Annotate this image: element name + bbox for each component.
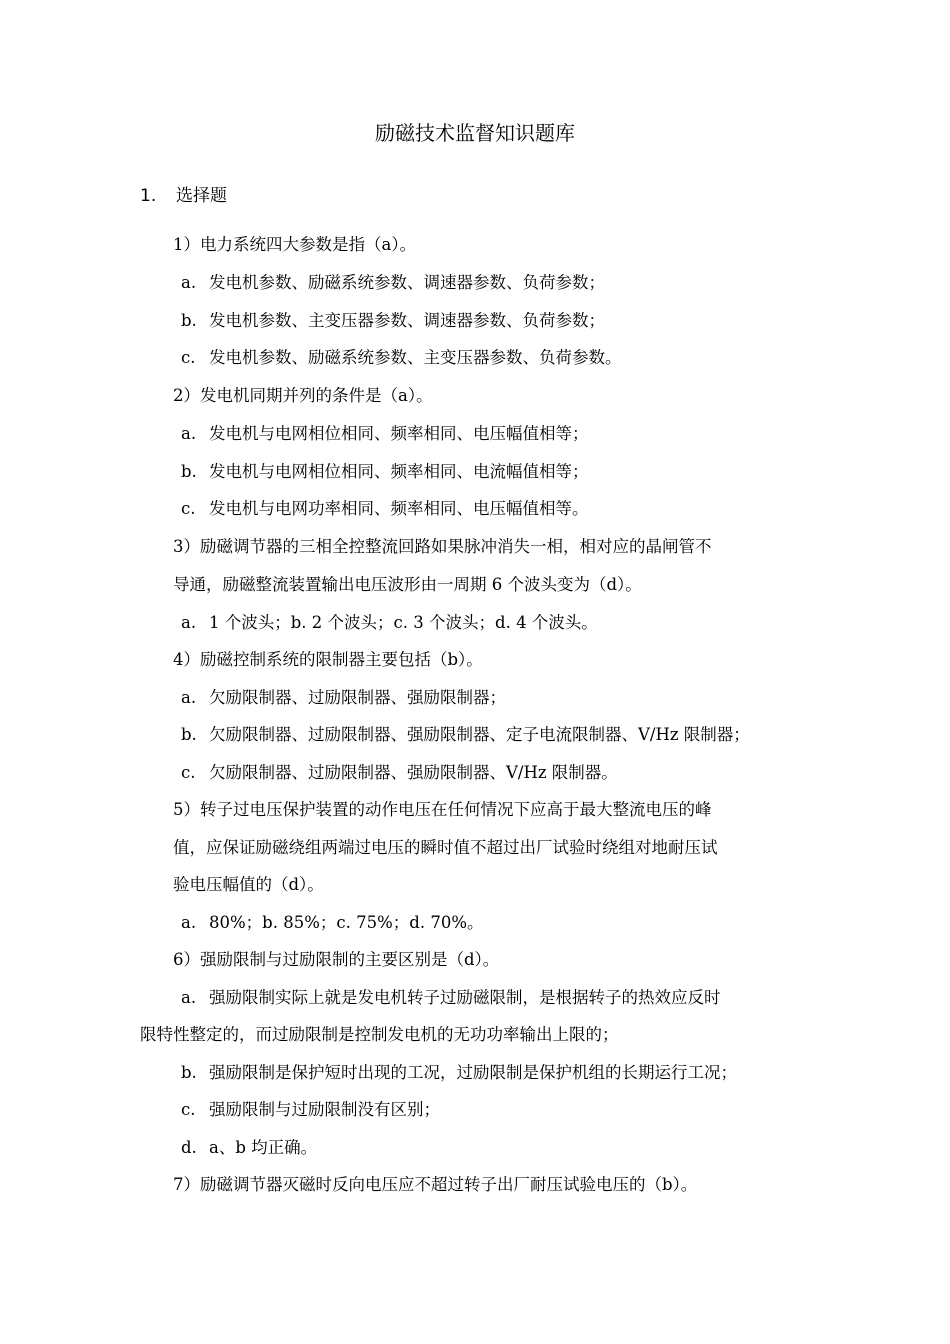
option-4c: c. 欠励限制器、过励限制器、强励限制器、V/Hz 限制器。 [181, 763, 618, 782]
option-6a-continued: 限特性整定的，而过励限制是控制发电机的无功功率输出上限的； [140, 1025, 619, 1044]
option-2c: c. 发电机与电网功率相同、频率相同、电压幅值相等。 [181, 499, 589, 518]
option-4b: b. 欠励限制器、过励限制器、强励限制器、定子电流限制器、V/Hz 限制器； [181, 725, 750, 744]
question-5-line-2: 值，应保证励磁绕组两端过电压的瞬时值不超过出厂试验时绕组对地耐压试 [173, 838, 718, 857]
option-3: a. 1 个波头；b. 2 个波头；c. 3 个波头；d. 4 个波头。 [181, 613, 598, 632]
question-5-line-1: 5）转子过电压保护装置的动作电压在任何情况下应高于最大整流电压的峰 [173, 800, 712, 819]
option-2a: a. 发电机与电网相位相同、频率相同、电压幅值相等； [181, 424, 589, 443]
section-label: 选择题 [176, 186, 227, 206]
option-1c: c. 发电机参数、励磁系统参数、主变压器参数、负荷参数。 [181, 348, 622, 367]
option-6b: b. 强励限制是保护短时出现的工况，过励限制是保护机组的长期运行工况； [181, 1063, 737, 1082]
section-heading [140, 182, 227, 210]
page-title: 励磁技术监督知识题库 [375, 121, 575, 145]
question-3-line-2: 导通，励磁整流装置输出电压波形由一周期 6 个波头变为（d）。 [173, 575, 642, 594]
option-2b: b. 发电机与电网相位相同、频率相同、电流幅值相等； [181, 462, 589, 481]
question-2: 2）发电机同期并列的条件是（a）。 [173, 386, 433, 405]
option-1b: b. 发电机参数、主变压器参数、调速器参数、负荷参数； [181, 311, 605, 330]
question-7: 7）励磁调节器灭磁时反向电压应不超过转子出厂耐压试验电压的（b）。 [173, 1175, 698, 1194]
option-6d: d. a、b 均正确。 [181, 1138, 318, 1157]
option-6a: a. 强励限制实际上就是发电机转子过励磁限制，是根据转子的热效应反时 [181, 988, 721, 1007]
option-5: a. 80%；b. 85%；c. 75%；d. 70%。 [181, 913, 484, 932]
option-4a: a. 欠励限制器、过励限制器、强励限制器； [181, 688, 506, 707]
section-number: 1. [140, 186, 157, 206]
question-4: 4）励磁控制系统的限制器主要包括（b）。 [173, 650, 483, 669]
question-1: 1）电力系统四大参数是指（a）。 [173, 235, 417, 254]
option-1a: a. 发电机参数、励磁系统参数、调速器参数、负荷参数； [181, 273, 605, 292]
question-5-line-3: 验电压幅值的（d）。 [173, 875, 324, 894]
question-3-line-1: 3）励磁调节器的三相全控整流回路如果脉冲消失一相，相对应的晶闸管不 [173, 537, 712, 556]
question-6: 6）强励限制与过励限制的主要区别是（d）。 [173, 950, 500, 969]
option-6c: c. 强励限制与过励限制没有区别； [181, 1100, 440, 1119]
